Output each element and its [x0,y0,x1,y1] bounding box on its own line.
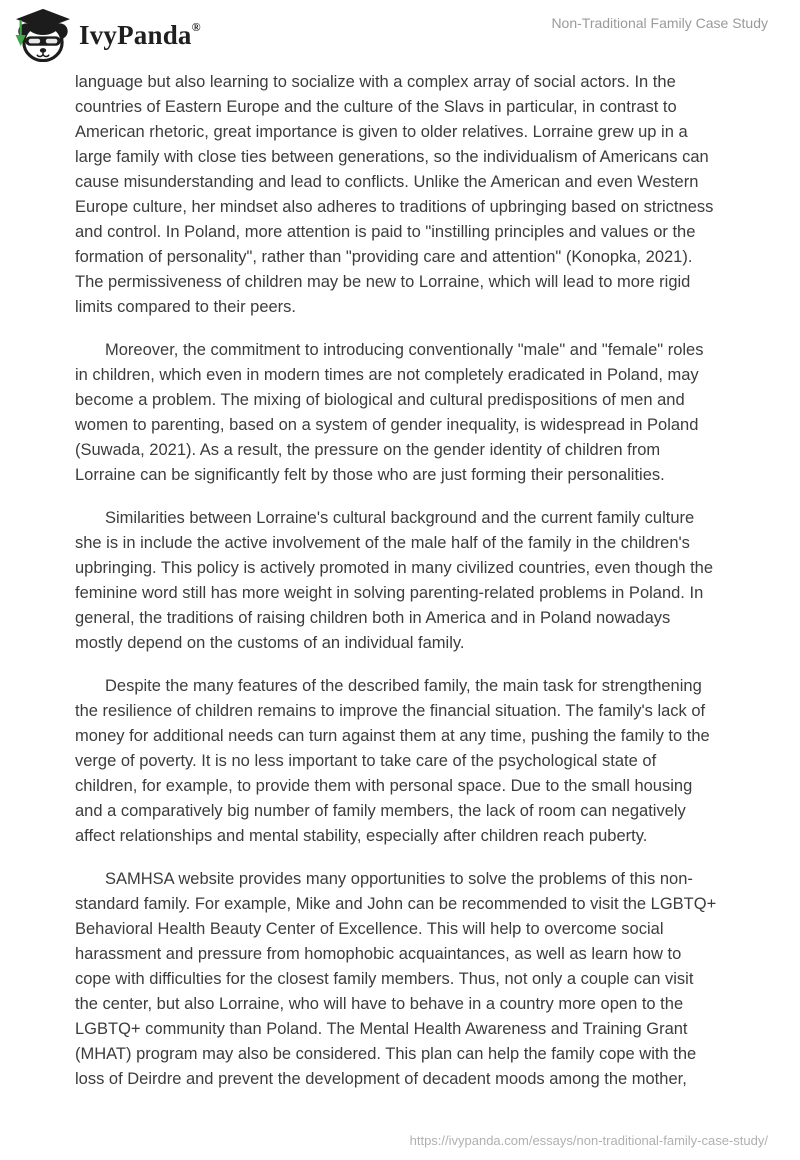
brand-wordmark [79,19,201,50]
document-title: Non-Traditional Family Case Study [551,15,768,31]
brand-name: IvyPanda [79,19,192,50]
brand [14,8,201,62]
page-header [0,0,800,62]
page-footer [410,1133,768,1148]
essay-paragraph: Moreover, the commitment to introducing conventionally "male" and "female" roles in children, which even in modern times are not completely eradicated in Poland, may become a problem. The mixing of biological and cultural predispositions of men and women to parenting, based on a system of gender inequality, is widespread in Poland (Suwada, 2021). As a result, the pressure on the gender identity of children from Lorraine can be significantly felt by those who are just forming their personalities. [75,341,704,484]
essay-body [75,70,720,1092]
essay-paragraph: Similarities between Lorraine's cultural background and the current family culture she is in include the active involvement of the male half of the family in the children's upbringing. This policy is actively promoted in many civilized countries, even though the feminine word still has more weight in solving parenting-related problems in Poland. In general, the traditions of raising children both in America and in Poland nowadays mostly depend on the customs of an individual family. [75,509,714,652]
footer-url: https://ivypanda.com/essays/non-traditional-family-case-study/ [409,1133,768,1148]
essay-paragraph: language but also learning to socialize with a complex array of social actors. In the countries of Eastern Europe and the culture of the Slavs in particular, in contrast to American rhetoric, great importance is given to older relatives. Lorraine grew up in a large family with close ties between generations, so the individualism of Americans can cause misunderstanding and lead to conflicts. Unlike the American and even Western Europe culture, her mindset also adheres to traditions of upbringing based on strictness and control. In Poland, more attention is paid to "instilling principles and values or the formation of personality", rather than "providing care and attention" (Konopka, 2021). The permissiveness of children may be new to Lorraine, which will lead to more rigid limits compared to their peers. [75,73,714,316]
panda-graduation-cap-icon [14,8,72,62]
registered-mark: ® [191,19,201,34]
essay-paragraph: SAMHSA website provides many opportunities to solve the problems of this non-standard family. For example, Mike and John can be recommended to visit the LGBTQ+ Behavioral Health Beauty Center of Excellence. This will help to overcome social harassment and pressure from homophobic acquaintances, as well as learn how to cope with difficulties for the closest family members. Thus, not only a couple can visit the center, but also Lorraine, who will have to behave in a country more open to the LGBTQ+ community than Poland. The Mental Health Awareness and Training Grant (MHAT) program may also be considered. This plan can help the family cope with the loss of Deirdre and prevent the development of decadent moods among the mother, [75,870,717,1088]
essay-paragraph: Despite the many features of the described family, the main task for strengthening the resilience of children remains to improve the financial situation. The family's lack of money for additional needs can turn against them at any time, pushing the family to the verge of poverty. It is no less important to take care of the psychological state of children, for example, to provide them with personal space. Due to the small housing and a comparatively big number of family members, the lack of room can negatively affect relationships and mental stability, especially after children reach puberty. [75,677,710,845]
